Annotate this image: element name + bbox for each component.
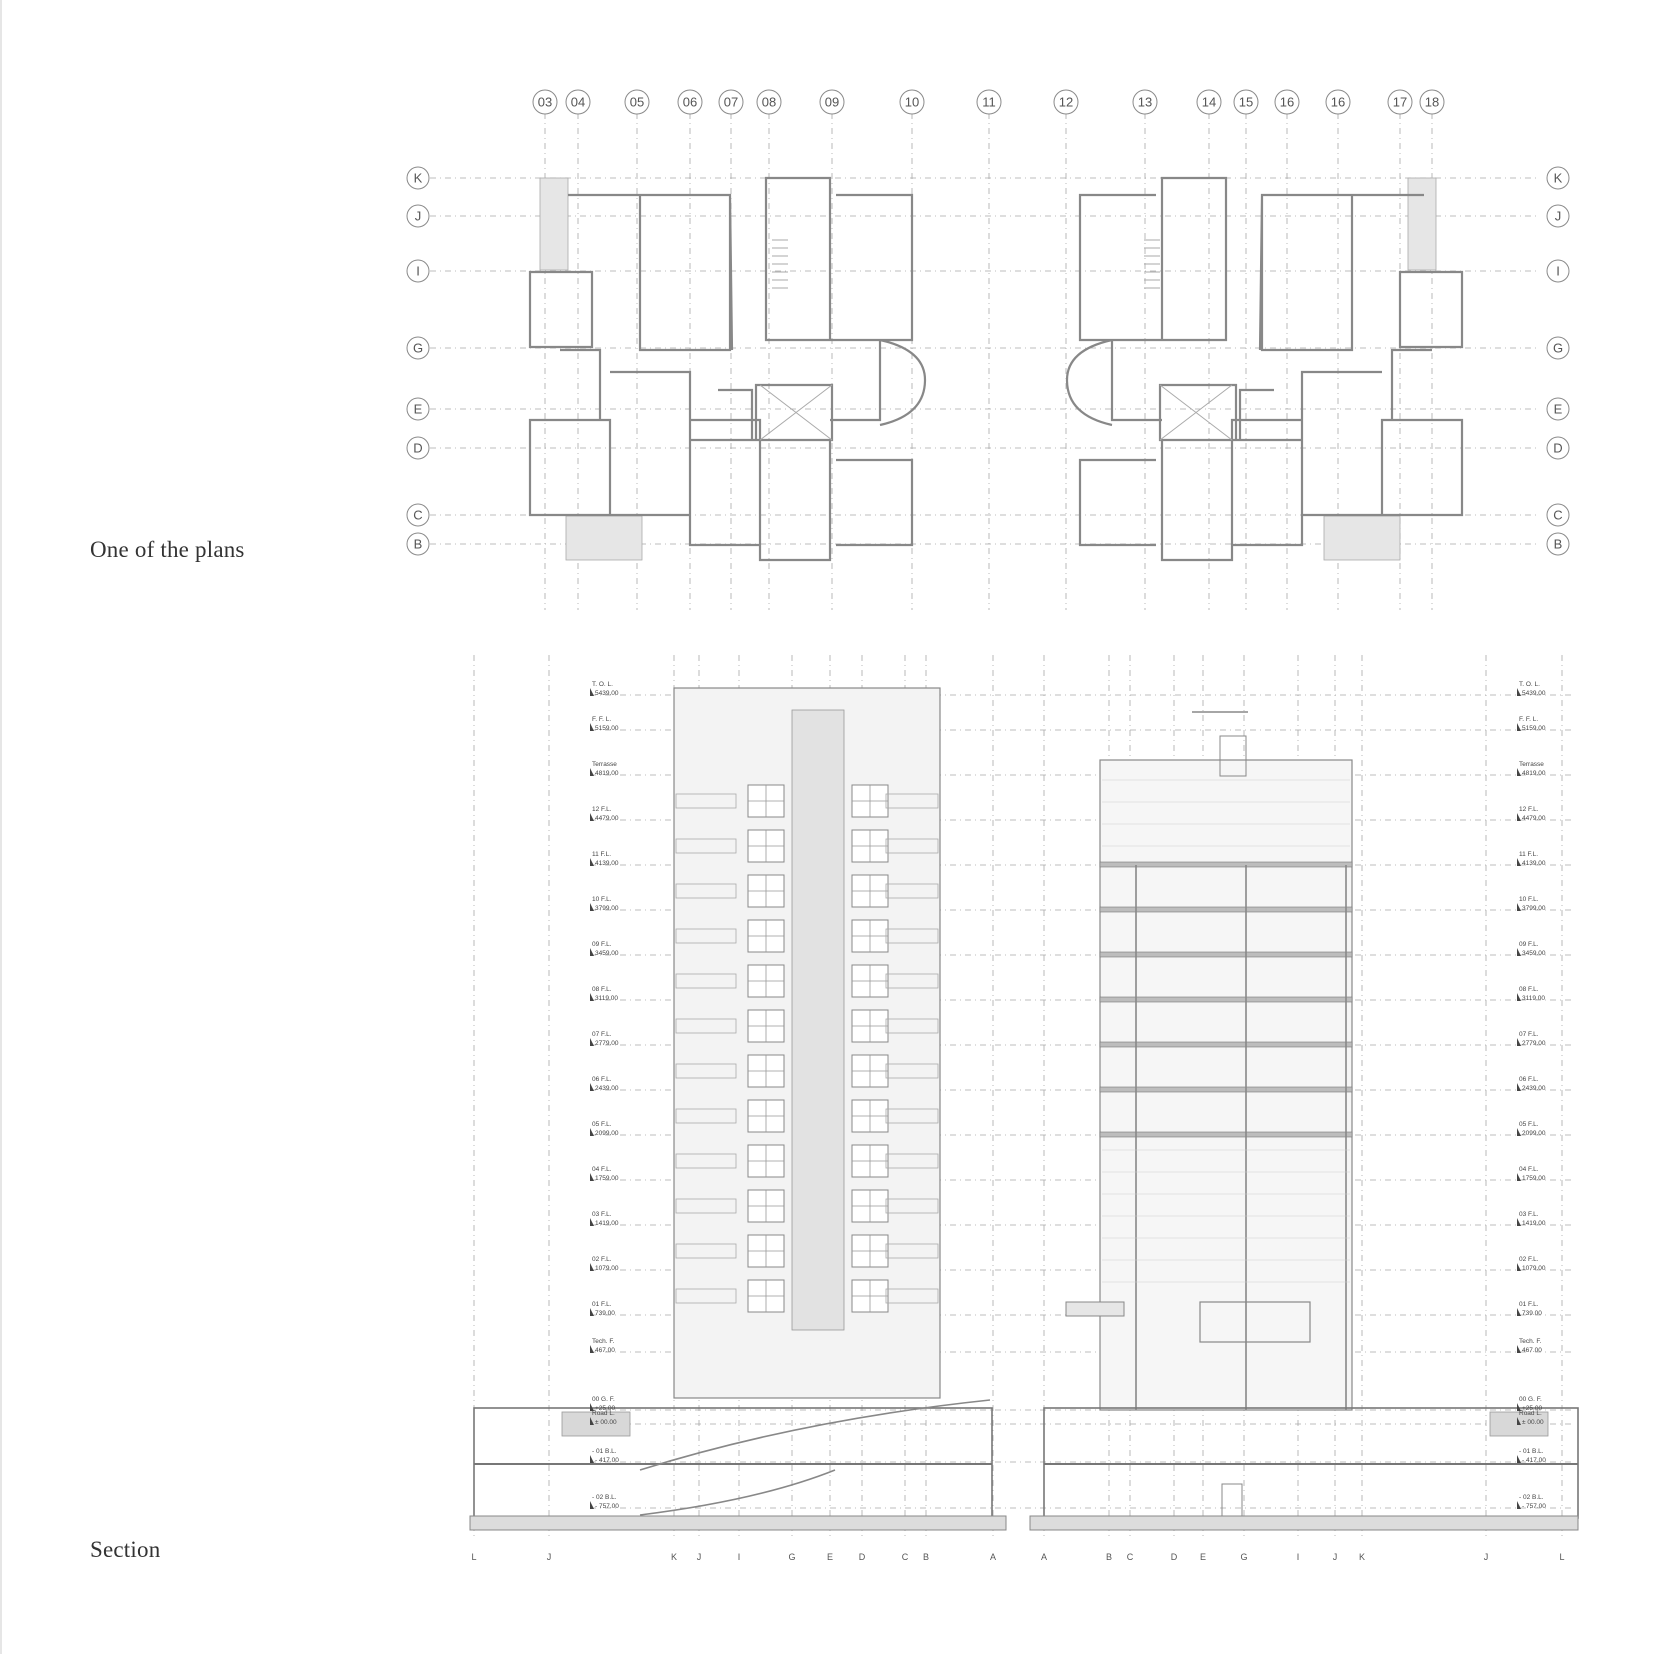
level-name: 09 F.L.: [592, 941, 612, 948]
level-value: 5159.00: [595, 725, 619, 732]
level-name: Road L.: [1519, 1410, 1542, 1417]
level-value: +25.00: [1522, 1405, 1543, 1412]
level-value: 467.00: [595, 1347, 615, 1354]
level-marker: [1517, 1308, 1521, 1316]
section-axis-label: J: [1332, 1552, 1338, 1562]
section-axis-label: A: [989, 1552, 997, 1562]
level-value: 1079.00: [1522, 1265, 1546, 1272]
level-value: 2099.00: [595, 1130, 619, 1137]
column-axis-label: 17: [1392, 94, 1408, 110]
level-value: 4139.00: [1522, 860, 1546, 867]
level-value: 5439.00: [595, 690, 619, 697]
level-name: 02 F.L.: [1519, 1256, 1539, 1263]
level-value: 4819.00: [595, 770, 619, 777]
level-value: 5159.00: [1522, 725, 1546, 732]
level-name: Terrasse: [1519, 761, 1544, 768]
level-value: - 757.00: [595, 1503, 619, 1510]
level-value: - 757.00: [1522, 1503, 1546, 1510]
section-axis-label: I: [1296, 1552, 1300, 1562]
column-axis-label: 12: [1058, 94, 1074, 110]
level-marker: [1517, 1501, 1521, 1509]
level-name: 06 F.L.: [1519, 1076, 1539, 1083]
right-level-labels: [1517, 681, 1546, 1510]
level-marker: [590, 1308, 594, 1316]
left-unit-walls: [530, 178, 925, 560]
section-axis-label: E: [826, 1552, 834, 1562]
level-name: - 01 B.L.: [592, 1448, 617, 1455]
level-value: 2439.00: [595, 1085, 619, 1092]
level-value: 3799.00: [1522, 905, 1546, 912]
plan-caption: One of the plans: [90, 537, 245, 562]
level-name: Terrasse: [592, 761, 617, 768]
level-name: Tech. F.: [592, 1338, 615, 1345]
right-balcony-bottom: [1324, 516, 1400, 560]
floor-slab: [1100, 1042, 1352, 1047]
level-name: T. O. L.: [592, 681, 613, 688]
level-value: 5439.00: [1522, 690, 1546, 697]
plan-walls: [530, 178, 1462, 560]
level-value: 4479.00: [595, 815, 619, 822]
level-name: 04 F.L.: [1519, 1166, 1539, 1173]
row-axis-bubbles: [407, 167, 1569, 555]
level-value: 739.00: [595, 1310, 615, 1317]
level-name: T. O. L.: [1519, 681, 1540, 688]
level-value: ± 00.00: [595, 1419, 617, 1426]
level-value: 2779.00: [1522, 1040, 1546, 1047]
level-marker: [1517, 1128, 1521, 1136]
level-value: 3459.00: [595, 950, 619, 957]
row-axis-label: E: [1553, 401, 1563, 417]
row-axis-label: E: [413, 401, 423, 417]
level-value: 467.00: [1522, 1347, 1542, 1354]
row-axis-label: K: [413, 170, 423, 186]
level-value: 3119.00: [1522, 995, 1546, 1002]
section-axis-label: D: [1170, 1552, 1178, 1562]
level-value: 4139.00: [595, 860, 619, 867]
left-level-labels: [590, 681, 619, 1510]
level-name: - 01 B.L.: [1519, 1448, 1544, 1455]
section-axis-label: L: [1559, 1552, 1565, 1562]
level-marker: [1517, 1263, 1521, 1271]
row-axis-label: C: [413, 507, 423, 523]
row-axis-label: G: [412, 340, 424, 356]
column-axis-label: 15: [1238, 94, 1254, 110]
column-axis-label: 11: [982, 94, 996, 110]
section-axis-label: G: [788, 1552, 796, 1562]
level-value: 1759.00: [595, 1175, 619, 1182]
level-name: 11 F.L.: [592, 851, 612, 858]
level-name: Tech. F.: [1519, 1338, 1542, 1345]
level-value: - 417.00: [595, 1457, 619, 1464]
floor-plan: [407, 90, 1569, 610]
level-name: 08 F.L.: [592, 986, 612, 993]
level-marker: [1517, 1038, 1521, 1046]
left-balcony-top: [540, 178, 568, 270]
left-balcony-bottom: [566, 516, 642, 560]
section-axis-label: J: [1483, 1552, 1489, 1562]
level-name: - 02 B.L.: [592, 1494, 617, 1501]
section-bottom-axis-labels: [471, 1552, 1564, 1562]
level-value: 1759.00: [1522, 1175, 1546, 1182]
section-axis-label: D: [858, 1552, 866, 1562]
level-value: 3799.00: [595, 905, 619, 912]
level-name: 10 F.L.: [592, 896, 612, 903]
floor-slab: [1100, 997, 1352, 1002]
right-section-cut: [1066, 712, 1352, 1410]
level-value: 1079.00: [595, 1265, 619, 1272]
level-value: 2439.00: [1522, 1085, 1546, 1092]
level-marker: [590, 1038, 594, 1046]
level-marker: [1517, 1218, 1521, 1226]
level-marker: [590, 1173, 594, 1181]
level-marker: [590, 1455, 594, 1463]
level-name: 01 F.L.: [592, 1301, 612, 1308]
row-axis-label: C: [1553, 507, 1563, 523]
section-axis-label: E: [1199, 1552, 1207, 1562]
level-name: 04 F.L.: [592, 1166, 612, 1173]
level-name: 10 F.L.: [1519, 896, 1539, 903]
section-axis-label: I: [737, 1552, 741, 1562]
level-marker: [1517, 1083, 1521, 1091]
column-axis-label: 03: [537, 94, 553, 110]
level-name: F. F. L.: [592, 716, 612, 723]
level-marker: [590, 1263, 594, 1271]
level-value: +25.00: [595, 1405, 616, 1412]
section-axis-label: B: [1105, 1552, 1113, 1562]
row-axis-label: D: [413, 440, 423, 456]
row-axis-label: I: [1556, 263, 1560, 279]
level-marker: [590, 1083, 594, 1091]
ramp-upper: [640, 1400, 990, 1470]
level-value: 2779.00: [595, 1040, 619, 1047]
floor-slab: [1100, 907, 1352, 912]
level-value: - 417.00: [1522, 1457, 1546, 1464]
level-marker: [1517, 1345, 1521, 1353]
column-axis-label: 06: [682, 94, 698, 110]
level-name: 07 F.L.: [592, 1031, 612, 1038]
section-axis-label: G: [1240, 1552, 1248, 1562]
section-axis-label: K: [1358, 1552, 1366, 1562]
section-axis-label: K: [670, 1552, 678, 1562]
level-name: 03 F.L.: [592, 1211, 612, 1218]
left-elevation: [674, 688, 940, 1398]
column-axis-label: 18: [1424, 94, 1440, 110]
column-axis-label: 14: [1201, 94, 1217, 110]
level-name: 06 F.L.: [592, 1076, 612, 1083]
right-unit-walls: [1067, 178, 1462, 560]
row-axis-label: K: [1553, 170, 1563, 186]
level-name: Road L.: [592, 1410, 615, 1417]
column-axis-label: 07: [723, 94, 739, 110]
column-axis-label: 16: [1279, 94, 1295, 110]
level-name: 09 F.L.: [1519, 941, 1539, 948]
level-value: 3459.00: [1522, 950, 1546, 957]
row-axis-label: G: [1552, 340, 1564, 356]
level-name: F. F. L.: [1519, 716, 1539, 723]
column-axis-label: 16: [1330, 94, 1346, 110]
floor-slab: [1100, 952, 1352, 957]
level-name: 03 F.L.: [1519, 1211, 1539, 1218]
level-value: 2099.00: [1522, 1130, 1546, 1137]
building-section: [470, 655, 1578, 1562]
basement: [470, 1400, 1578, 1530]
level-name: - 02 B.L.: [1519, 1494, 1544, 1501]
level-marker: [590, 1345, 594, 1353]
level-name: 02 F.L.: [592, 1256, 612, 1263]
section-axis-label: C: [901, 1552, 909, 1562]
row-axis-label: B: [1553, 536, 1563, 552]
level-value: ± 00.00: [1522, 1419, 1544, 1426]
level-name: 05 F.L.: [1519, 1121, 1539, 1128]
level-name: 12 F.L.: [1519, 806, 1539, 813]
section-caption: Section: [90, 1537, 161, 1562]
level-name: 07 F.L.: [1519, 1031, 1539, 1038]
column-axis-label: 09: [824, 94, 840, 110]
level-value: 739.00: [1522, 1310, 1542, 1317]
right-balcony-top: [1408, 178, 1436, 270]
level-marker: [590, 1218, 594, 1226]
level-name: 11 F.L.: [1519, 851, 1539, 858]
level-name: 12 F.L.: [592, 806, 612, 813]
level-value: 3119.00: [595, 995, 619, 1002]
level-marker: [1517, 1173, 1521, 1181]
column-axis-label: 05: [629, 94, 645, 110]
column-axis-label: 04: [570, 94, 586, 110]
section-axis-label: B: [922, 1552, 930, 1562]
section-axis-label: J: [546, 1552, 552, 1562]
column-axis-bubbles: [533, 90, 1444, 114]
row-axis-label: D: [1553, 440, 1563, 456]
level-name: 05 F.L.: [592, 1121, 612, 1128]
row-axis-label: B: [413, 536, 423, 552]
section-axis-label: J: [696, 1552, 702, 1562]
row-axis-label: J: [414, 208, 422, 224]
level-name: 00 G. F.: [1519, 1396, 1542, 1403]
column-axis-label: 08: [761, 94, 777, 110]
row-axis-label: I: [416, 263, 420, 279]
level-name: 01 F.L.: [1519, 1301, 1539, 1308]
level-value: 1419.00: [595, 1220, 619, 1227]
level-name: 08 F.L.: [1519, 986, 1539, 993]
level-marker: [590, 1128, 594, 1136]
level-value: 1419.00: [1522, 1220, 1546, 1227]
section-axis-label: A: [1040, 1552, 1048, 1562]
section-axis-label: L: [471, 1552, 477, 1562]
level-name: 00 G. F.: [592, 1396, 615, 1403]
level-marker: [590, 1501, 594, 1509]
section-axis-label: C: [1126, 1552, 1134, 1562]
floor-slab: [1100, 862, 1352, 867]
floor-slab: [1100, 1132, 1352, 1137]
level-marker: [1517, 1455, 1521, 1463]
row-axis-label: J: [1554, 208, 1562, 224]
floor-slab: [1100, 1087, 1352, 1092]
column-axis-label: 13: [1137, 94, 1153, 110]
level-value: 4479.00: [1522, 815, 1546, 822]
column-axis-label: 10: [904, 94, 920, 110]
level-value: 4819.00: [1522, 770, 1546, 777]
